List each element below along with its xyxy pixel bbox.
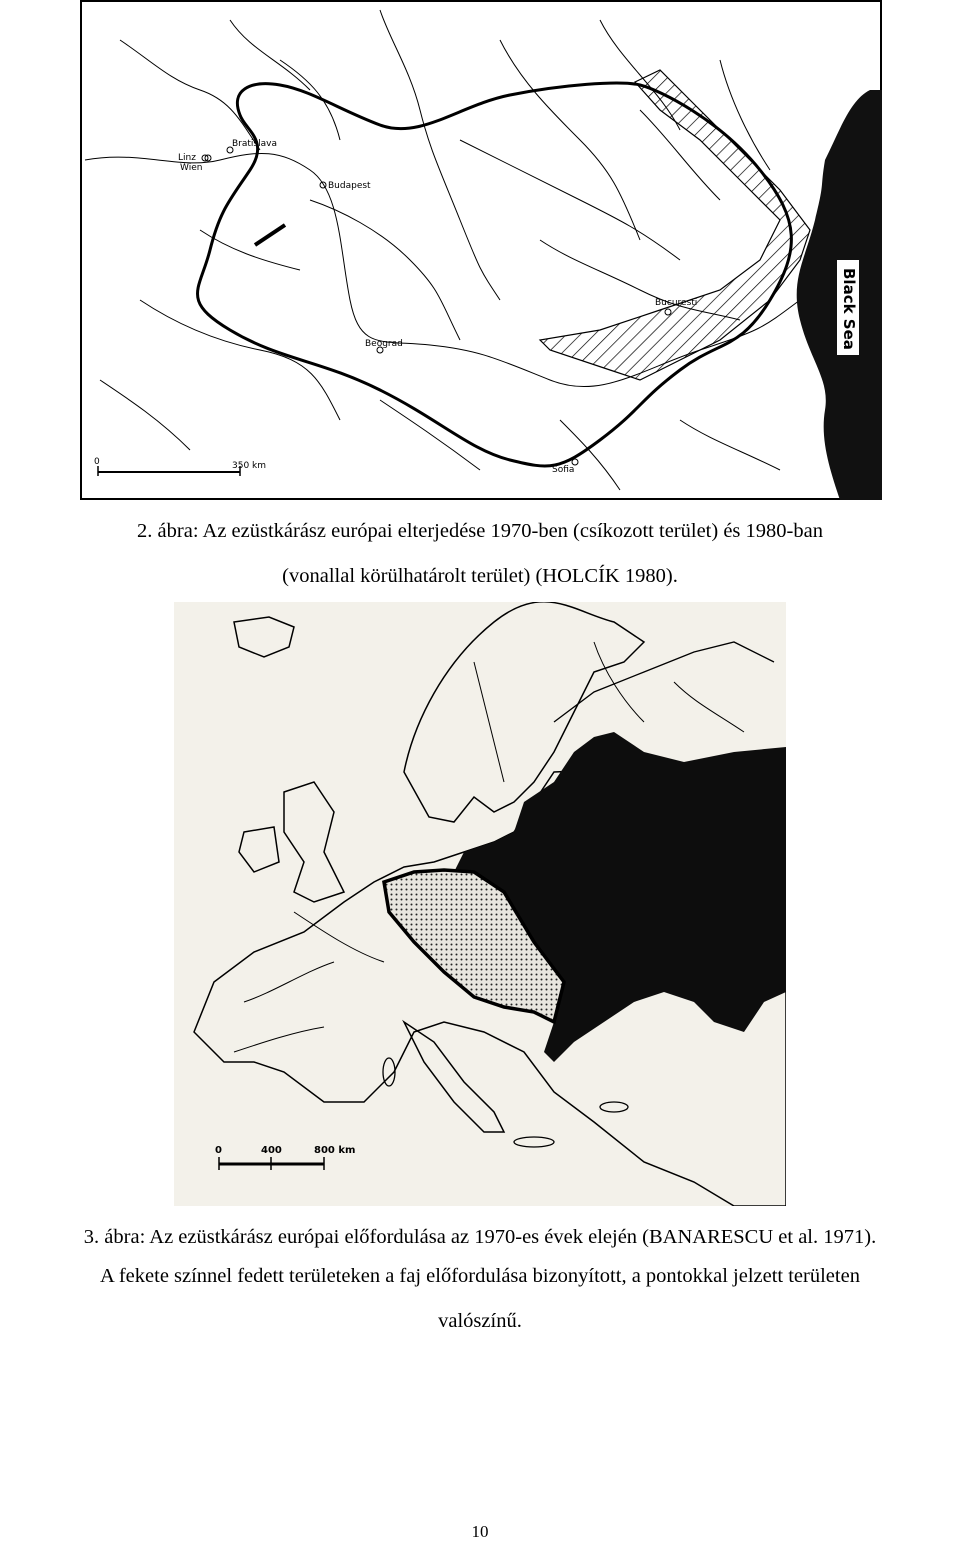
svg-text:400: 400 xyxy=(261,1145,282,1156)
city-label-bucuresti: Bucuresti xyxy=(655,298,698,308)
svg-text:0: 0 xyxy=(94,457,100,467)
figure2-caption-line3: valószínű. xyxy=(438,1310,522,1332)
figure2-caption-line1: 3. ábra: Az ezüstkárász európai előfordulása az 1970-es évek elején (BANARESCU et al. 1971). xyxy=(83,1226,877,1248)
city-label-bratislava: Bratislava xyxy=(232,139,277,149)
figure2-caption-line2: A fekete színnel fedett területeken a faj előfordulása bizonyított, a pontokkal jelzett területen xyxy=(100,1265,860,1287)
city-label-beograd: Beograd xyxy=(365,339,403,349)
europe-distribution-map xyxy=(174,602,786,1206)
city-label-linz: Linz xyxy=(178,153,196,163)
sea-label: Black Sea xyxy=(840,268,858,350)
svg-text:800 km: 800 km xyxy=(314,1145,356,1156)
svg-text:350 km: 350 km xyxy=(232,461,267,471)
city-label-wien: Wien xyxy=(180,163,203,173)
page-number: 10 xyxy=(471,1522,489,1541)
scale-bar xyxy=(215,1145,355,1170)
city-label-budapest: Budapest xyxy=(328,181,371,191)
figure1-caption-line2: (vonallal körülhatárolt terület) (HOLCÍK 1980). xyxy=(282,565,678,587)
scale-bar xyxy=(94,457,266,476)
danube-basin-map xyxy=(80,0,882,500)
svg-text:0: 0 xyxy=(215,1145,222,1156)
figure1-caption-line1: 2. ábra: Az ezüstkárász európai elterjedése 1970-ben (csíkozott terület) és 1980-ban xyxy=(137,520,823,542)
city-label-sofia: Sofia xyxy=(552,465,575,475)
